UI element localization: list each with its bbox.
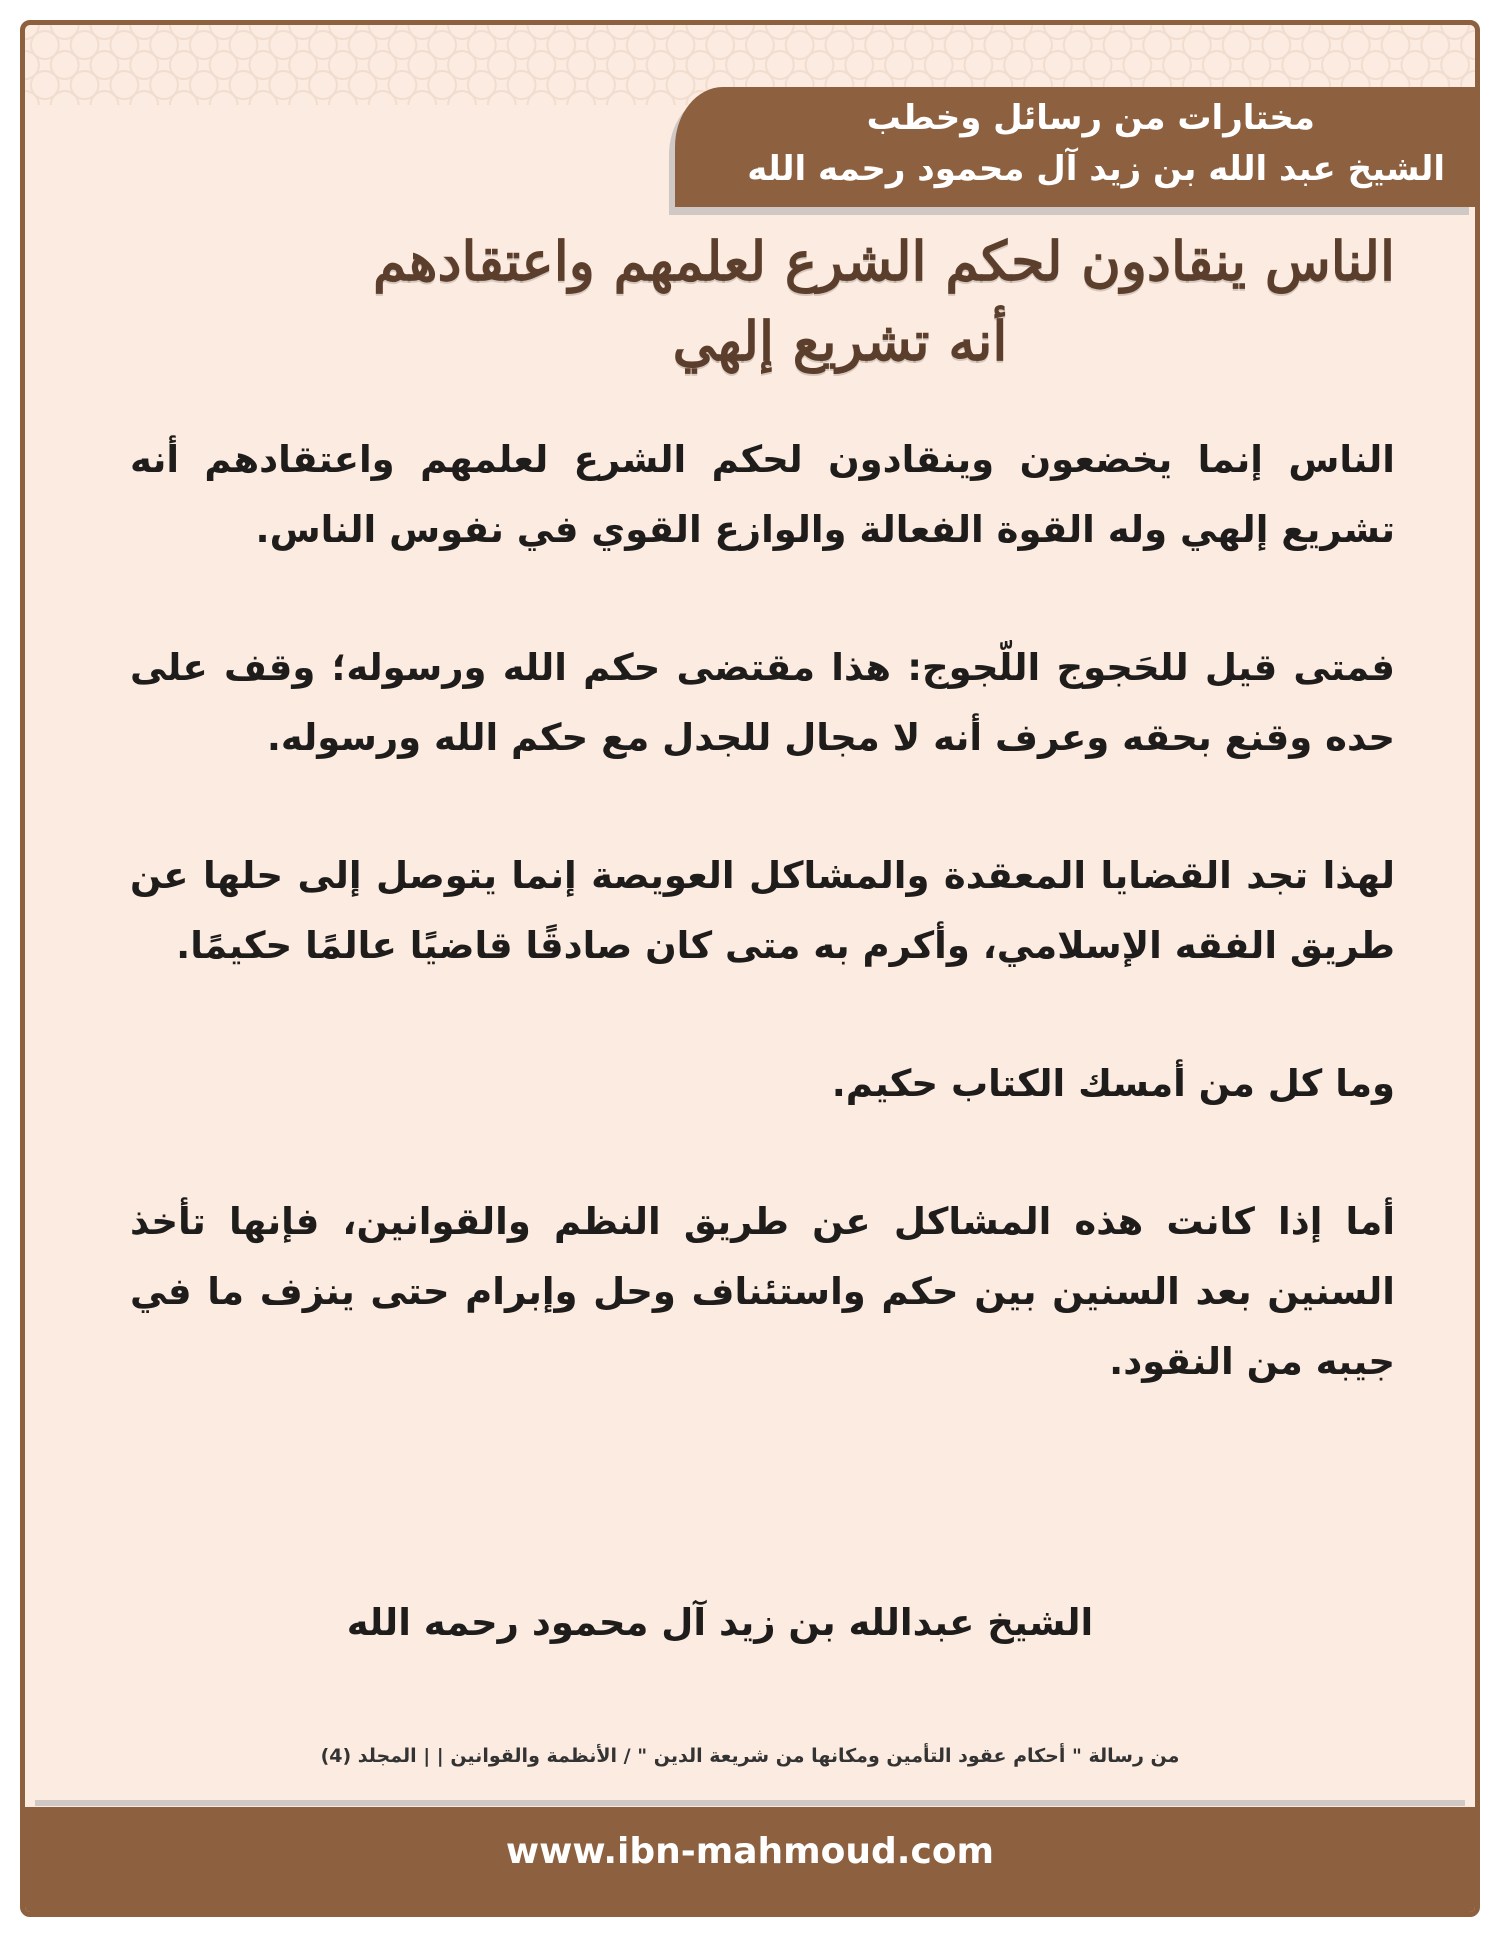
article-body [130, 425, 1395, 1465]
title-line-2: أنه تشريع إلهي [672, 309, 1008, 373]
paragraph: وما كل من أمسك الكتاب حكيم. [831, 1062, 1395, 1105]
header-series-title: مختارات من رسائل وخطب [866, 98, 1315, 138]
header-author: الشيخ عبد الله بن زيد آل محمود رحمه الله [747, 149, 1445, 189]
page-frame [20, 20, 1480, 1917]
paragraph: فمتى قيل للحَجوج اللّجوج: هذا مقتضى حكم الله ورسوله؛ وقف على حده وقنع بحقه وعرف أنه لا مجال للجدل مع حكم الله ورسوله. [130, 646, 1395, 759]
footer-bar [25, 1807, 1475, 1912]
article-title [85, 221, 1395, 381]
paragraph: الناس إنما يخضعون وينقادون لحكم الشرع لعلمهم واعتقادهم أنه تشريع إلهي وله القوة الفعالة والوازع القوي في نفوس الناس. [130, 438, 1395, 551]
author-signature: الشيخ عبدالله بن زيد آل محمود رحمه الله [346, 1601, 1094, 1644]
website-link[interactable]: www.ibn-mahmoud.com [505, 1831, 995, 1872]
footer-divider [35, 1800, 1465, 1806]
header-band [675, 87, 1475, 207]
source-citation: من رسالة " أحكام عقود التأمين ومكانها من شريعة الدين " / الأنظمة والقوانين | | المجلد (4) [320, 1745, 1180, 1767]
paragraph: أما إذا كانت هذه المشاكل عن طريق النظم والقوانين، فإنها تأخذ السنين بعد السنين بين حكم واستئناف وحل وإبرام حتى ينزف ما في جيبه من النقود. [130, 1200, 1395, 1383]
title-line-1: الناس ينقادون لحكم الشرع لعلمهم واعتقادهم [373, 229, 1395, 293]
paragraph: لهذا تجد القضايا المعقدة والمشاكل العويصة إنما يتوصل إلى حلها عن طريق الفقه الإسلامي، وأكرم به متى كان صادقًا قاضيًا عالمًا حكيمًا. [130, 854, 1395, 967]
